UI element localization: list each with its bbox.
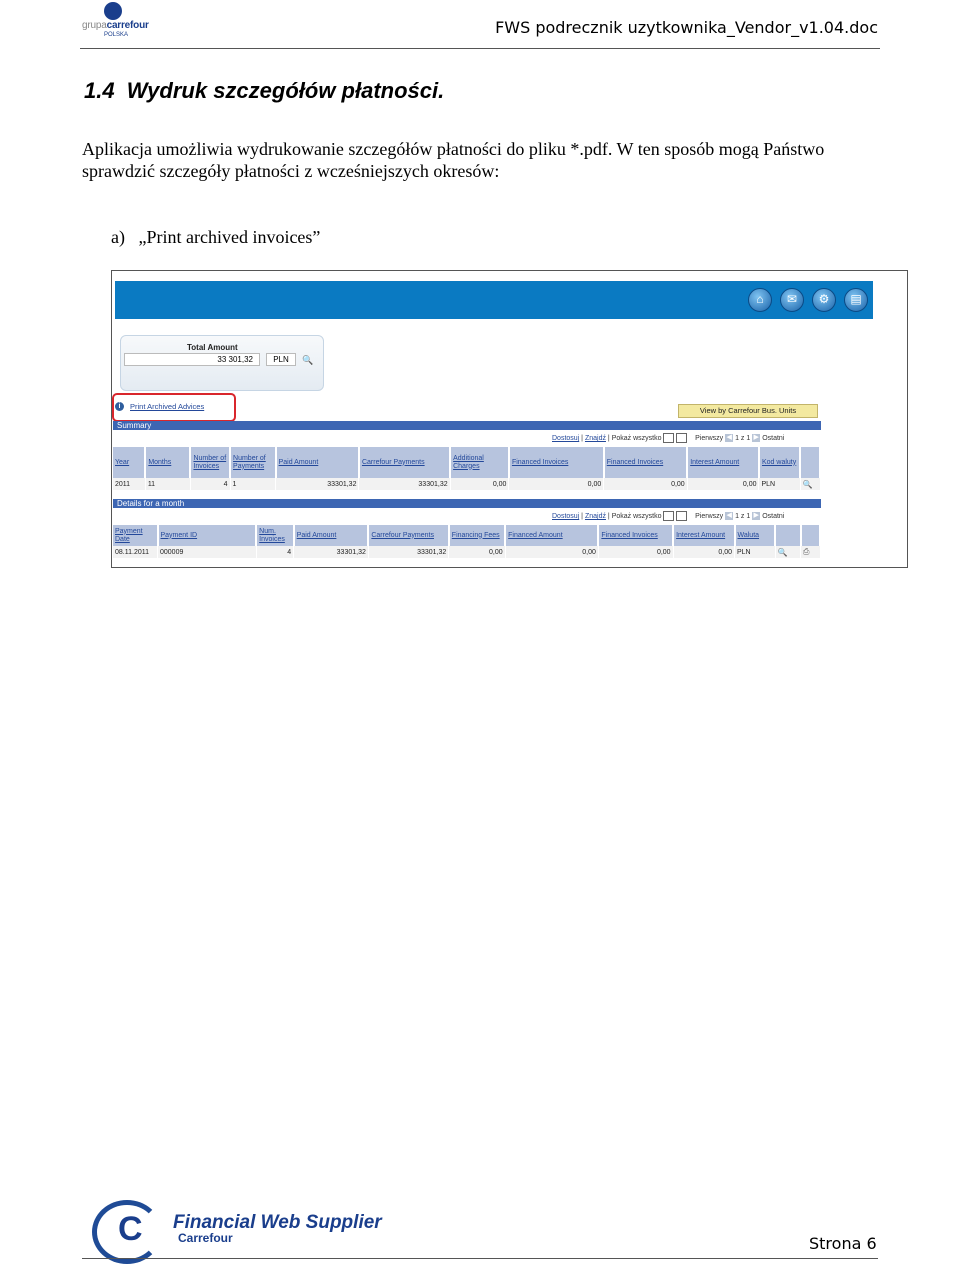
cell xyxy=(801,546,820,558)
first-page-link[interactable]: Pierwszy xyxy=(695,512,724,520)
col-header xyxy=(800,447,820,478)
logo-subtext: POLSKA xyxy=(104,32,129,38)
info-icon: i xyxy=(115,402,124,411)
summary-table xyxy=(113,447,821,490)
prev-arrow-icon[interactable]: ◀ xyxy=(726,512,732,519)
last-page-link[interactable]: Ostatni xyxy=(762,512,785,520)
first-page-link[interactable]: Pierwszy xyxy=(695,434,724,442)
currency-field[interactable]: PLN xyxy=(266,353,296,366)
page-number: Strona 6 xyxy=(809,1234,877,1253)
col-header[interactable]: Financed Amount xyxy=(505,525,598,546)
mail-icon[interactable]: ✉ xyxy=(780,288,804,312)
cell: 11 xyxy=(145,478,190,490)
details-grid-nav: Dostosuj | Znajdź | Pokaż wszystko Pierwszy ◀ 1 z 1 ▶ Ostatni xyxy=(552,512,785,520)
section-heading: 1.4 Wydruk szczegółów płatności. xyxy=(84,78,445,103)
col-header[interactable]: Paid Amount xyxy=(276,447,359,478)
view-by-business-units-button[interactable]: View by Carrefour Bus. Units xyxy=(678,404,818,418)
last-page-link[interactable]: Ostatni xyxy=(762,434,785,442)
magnifier-icon[interactable]: 🔍 xyxy=(802,479,813,489)
notes-icon[interactable]: ▤ xyxy=(844,288,868,312)
col-header[interactable]: Num. Invoices xyxy=(256,525,294,546)
cell: 0,00 xyxy=(598,546,673,558)
table-view-icon[interactable] xyxy=(676,433,687,443)
search-icon[interactable]: 🔍 xyxy=(302,355,314,365)
summary-grid-nav: Dostosuj | Znajdź | Pokaż wszystko Pierwszy ◀ 1 z 1 ▶ Ostatni xyxy=(552,434,785,442)
col-header[interactable]: Interest Amount xyxy=(687,447,759,478)
col-header[interactable]: Carrefour Payments xyxy=(359,447,450,478)
page-range: 1 z 1 xyxy=(735,512,751,520)
document-title: FWS podrecznik uzytkownika_Vendor_v1.04.doc xyxy=(495,18,878,37)
cell: PLN xyxy=(759,478,800,490)
magnifier-icon[interactable]: 🔍 xyxy=(777,547,788,557)
col-header[interactable]: Financed Invoices xyxy=(509,447,604,478)
logo-text: grupacarrefour xyxy=(82,20,149,31)
cell: 0,00 xyxy=(604,478,687,490)
home-icon[interactable]: ⌂ xyxy=(748,288,772,312)
cell: 0,00 xyxy=(687,478,759,490)
col-header[interactable]: Financed Invoices xyxy=(598,525,673,546)
cell: 0,00 xyxy=(450,478,509,490)
customize-link[interactable]: Dostosuj xyxy=(552,434,580,442)
carrefour-logo xyxy=(82,2,162,42)
table-row xyxy=(113,546,820,558)
cell: 2011 xyxy=(113,478,145,490)
find-link[interactable]: Znajdź xyxy=(584,434,606,442)
print-archived-advices-link[interactable]: Print Archived Advices xyxy=(130,402,205,411)
total-amount-field: 33 301,32 xyxy=(124,353,260,366)
prev-arrow-icon[interactable]: ◀ xyxy=(726,434,732,441)
col-header[interactable]: Months xyxy=(145,447,190,478)
grid-view-icon[interactable] xyxy=(663,433,674,443)
cell: 000009 xyxy=(158,546,257,558)
customize-link[interactable]: Dostosuj xyxy=(552,512,580,520)
col-header[interactable]: Kod waluty xyxy=(759,447,800,478)
details-header: Details for a month xyxy=(113,499,821,508)
table-row xyxy=(113,478,820,490)
cell: 33301,32 xyxy=(294,546,369,558)
col-header[interactable]: Number of Payments xyxy=(230,447,276,478)
col-header[interactable]: Financed Invoices xyxy=(604,447,687,478)
col-header[interactable]: Number of Invoices xyxy=(190,447,230,478)
footer-brand: Financial Web Supplier xyxy=(173,1212,382,1233)
app-screenshot xyxy=(111,270,908,568)
col-header[interactable]: Additional Charges xyxy=(450,447,509,478)
gear-icon[interactable]: ⚙ xyxy=(812,288,836,312)
table-view-icon[interactable] xyxy=(676,511,687,521)
find-link[interactable]: Znajdź xyxy=(584,512,606,520)
cell: 33301,32 xyxy=(368,546,448,558)
cell: 33301,32 xyxy=(359,478,450,490)
summary-header: Summary xyxy=(113,421,821,430)
next-arrow-icon[interactable]: ▶ xyxy=(753,512,759,519)
col-header[interactable]: Payment Date xyxy=(113,525,158,546)
col-header xyxy=(775,525,800,546)
next-arrow-icon[interactable]: ▶ xyxy=(753,434,759,441)
print-icon[interactable]: ⎙ xyxy=(803,547,810,556)
carrefour-c-icon xyxy=(104,2,122,20)
grid-view-icon[interactable] xyxy=(663,511,674,521)
cell: PLN xyxy=(735,546,776,558)
cell: 0,00 xyxy=(673,546,734,558)
col-header[interactable]: Financing Fees xyxy=(449,525,505,546)
cell xyxy=(775,546,800,558)
footer-subbrand: Carrefour xyxy=(178,1231,233,1245)
cell: 4 xyxy=(256,546,294,558)
cell xyxy=(800,478,820,490)
total-amount-label: Total Amount xyxy=(187,343,238,352)
list-item-a: a) „Print archived invoices” xyxy=(111,227,321,247)
page-range: 1 z 1 xyxy=(735,434,751,442)
col-header[interactable]: Paid Amount xyxy=(294,525,369,546)
footer-divider xyxy=(82,1258,878,1259)
col-header xyxy=(801,525,820,546)
col-header[interactable]: Interest Amount xyxy=(673,525,734,546)
show-all-link[interactable]: Pokaż wszystko xyxy=(611,434,662,442)
cell: 4 xyxy=(190,478,230,490)
cell: 08.11.2011 xyxy=(113,546,158,558)
col-header[interactable]: Year xyxy=(113,447,145,478)
carrefour-c-icon: C xyxy=(118,1210,143,1248)
cell: 33301,32 xyxy=(276,478,359,490)
details-table xyxy=(113,525,821,558)
header-divider xyxy=(80,48,880,49)
cell: 0,00 xyxy=(505,546,598,558)
col-header[interactable]: Payment ID xyxy=(158,525,257,546)
show-all-link[interactable]: Pokaż wszystko xyxy=(611,512,662,520)
col-header[interactable]: Waluta xyxy=(735,525,776,546)
cell: 1 xyxy=(230,478,276,490)
body-paragraph: Aplikacja umożliwia wydrukowanie szczegółów płatności do pliku *.pdf. W ten sposób mogą Państwo sprawdzić szczegóły płatności z wcześniejszych okresów: xyxy=(82,139,825,181)
cell: 0,00 xyxy=(509,478,604,490)
cell: 0,00 xyxy=(449,546,505,558)
col-header[interactable]: Carrefour Payments xyxy=(368,525,448,546)
